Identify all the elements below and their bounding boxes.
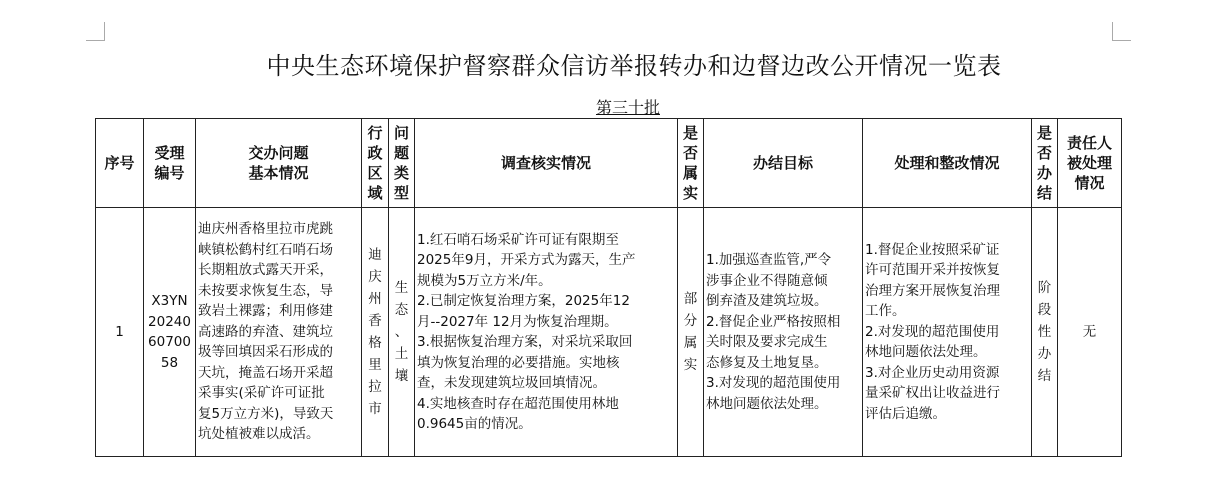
header-investigation: 调查核实情况 (415, 119, 678, 208)
cell-index: 1 (96, 208, 144, 457)
header-type: 问 题 类 型 (389, 119, 415, 208)
report-table (95, 118, 1122, 457)
cell-type: 生 态 、 土 壤 (389, 208, 415, 457)
header-verified: 是 否 属 实 (678, 119, 704, 208)
page-corner-mark-right (1112, 22, 1131, 41)
cell-rectification: 1.督促企业按照采矿证 许可范围开采并按恢复 治理方案开展恢复治理 工作。 2.对发现的超范围使用 林地问题依法处理。 3.对企业历史动用资源 量采矿权出让收益进行 评估后追缴。 (863, 208, 1032, 457)
cell-verified: 部 分 属 实 (678, 208, 704, 457)
page-corner-mark-left (86, 22, 105, 41)
batch-label: 第三十批 (595, 98, 660, 117)
cell-completed: 阶 段 性 办 结 (1032, 208, 1058, 457)
cell-case-no: X3YN 20240 60700 58 (144, 208, 196, 457)
cell-target: 1.加强巡查监管,严令 涉事企业不得随意倾 倒弃渣及建筑垃圾。 2.督促企业严格按照相 关时限及要求完成生 态修复及土地复垦。 3.对发现的超范围使用 林地问题依法处理。 (704, 208, 863, 457)
header-index: 序号 (96, 119, 144, 208)
header-target: 办结目标 (704, 119, 863, 208)
cell-region: 迪 庆 州 香 格 里 拉 市 (362, 208, 389, 457)
document-title: 中央生态环境保护督察群众信访举报转办和边督边改公开情况一览表 (266, 52, 1002, 80)
table-header-row (96, 119, 1122, 208)
cell-issue: 迪庆州香格里拉市虎跳 峡镇松鹤村红石哨石场 长期粗放式露天开采， 未按要求恢复生态，导 致岩土裸露；利用修建 高速路的弃渣、建筑垃 圾等回填因采石形成的 天坑，掩盖石场开采超 采事实(采矿许可证批 复5万立方米)，导致天 坑处植被难以成活。 (196, 208, 362, 457)
header-rectification: 处理和整改情况 (863, 119, 1032, 208)
header-issue: 交办问题 基本情况 (196, 119, 362, 208)
cell-investigation: 1.红石哨石场采矿许可证有限期至 2025年9月，开采方式为露天，生产 规模为5万立方米/年。 2.已制定恢复治理方案，2025年12 月--2027年 12月为恢复治理期。 3.根据恢复治理方案，对采坑采取回 填为恢复治理的必要措施。实地核 查，未发现建筑垃圾回填情况。 4.实地核查时存在超范围使用林地 0.9645亩的情况。 (415, 208, 678, 457)
table-row (96, 208, 1122, 457)
header-region: 行 政 区 域 (362, 119, 389, 208)
header-accountability: 责任人 被处理 情况 (1058, 119, 1122, 208)
cell-accountability: 无 (1058, 208, 1122, 457)
header-case-no: 受理 编号 (144, 119, 196, 208)
header-completed: 是 否 办 结 (1032, 119, 1058, 208)
